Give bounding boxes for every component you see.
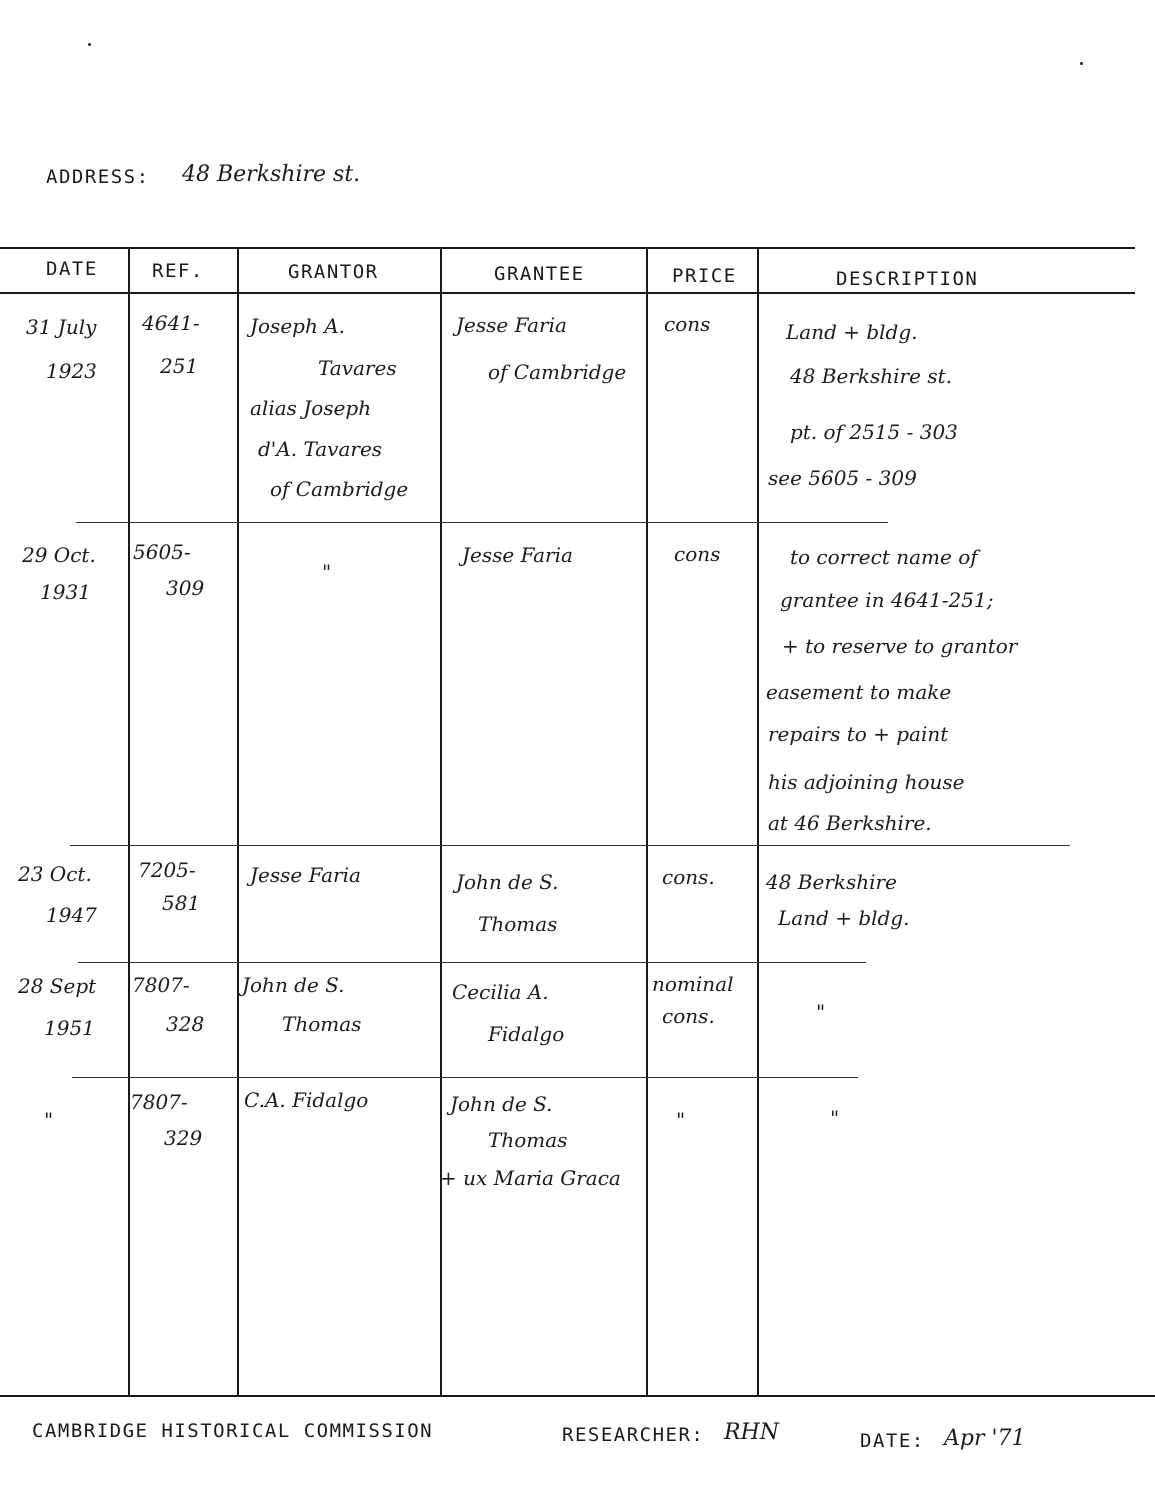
address-value: 48 Berkshire st. — [182, 162, 361, 187]
row-5-grantor: C.A. Fidalgo — [244, 1088, 369, 1112]
column-header-price: PRICE — [672, 265, 737, 287]
row-4-grantee-line-1: Cecilia A. — [452, 980, 549, 1004]
row-1-grantor-line-3: alias Joseph — [250, 396, 372, 420]
table-top-border — [0, 247, 1135, 249]
row-3-ref-line-2: 581 — [162, 891, 201, 915]
row-4-grantor-line-1: John de S. — [242, 973, 345, 997]
row-5-ref-line-1: 7807- — [130, 1090, 188, 1114]
row-1-ref-line-1: 4641- — [142, 311, 200, 335]
row-5-price-ditto: " — [676, 1108, 686, 1132]
table-header-border — [0, 292, 1135, 294]
table-bottom-border — [0, 1395, 1155, 1397]
row-5-date-ditto: " — [44, 1108, 54, 1132]
row-2-grantor-ditto: " — [322, 560, 332, 584]
column-header-grantee: GRANTEE — [494, 263, 585, 285]
row-2-desc-line-5: repairs to + paint — [768, 722, 949, 746]
row-4-desc-ditto: " — [816, 1000, 826, 1024]
row-2-desc-line-3: + to reserve to grantor — [782, 634, 1018, 658]
scan-speck — [1080, 62, 1083, 65]
row-2-price: cons — [674, 542, 721, 566]
column-header-grantor: GRANTOR — [288, 261, 379, 283]
row-4-date-line-2: 1951 — [44, 1016, 95, 1040]
row-1-desc-line-1: Land + bldg. — [786, 320, 918, 344]
sheet-date-label: DATE: — [860, 1430, 925, 1452]
row-3-date-line-1: 23 Oct. — [18, 862, 92, 886]
row-3-desc-line-1: 48 Berkshire — [766, 870, 897, 894]
row-separator — [78, 962, 866, 963]
row-1-grantor-line-5: of Cambridge — [270, 477, 409, 501]
row-5-desc-ditto: " — [830, 1106, 840, 1130]
row-4-price-line-1: nominal — [652, 972, 734, 996]
commission-name: CAMBRIDGE HISTORICAL COMMISSION — [32, 1420, 434, 1442]
scan-speck — [88, 43, 91, 46]
row-separator — [72, 1077, 858, 1078]
researcher-value: RHN — [724, 1420, 779, 1445]
row-2-desc-line-2: grantee in 4641-251; — [780, 588, 994, 612]
row-1-desc-line-3: pt. of 2515 - 303 — [790, 420, 958, 444]
row-1-grantee-line-2: of Cambridge — [488, 360, 627, 384]
row-4-grantee-line-2: Fidalgo — [488, 1022, 565, 1046]
row-2-date-line-1: 29 Oct. — [22, 543, 96, 567]
row-4-ref-line-2: 328 — [166, 1012, 205, 1036]
row-1-grantee-line-1: Jesse Faria — [456, 313, 567, 337]
row-1-grantor-line-2: Tavares — [318, 356, 397, 380]
row-separator — [70, 845, 1070, 846]
row-2-ref-line-2: 309 — [166, 576, 205, 600]
row-2-desc-line-7: at 46 Berkshire. — [768, 811, 932, 835]
column-header-ref: REF. — [152, 260, 204, 282]
row-5-grantee-line-3: + ux Maria Graca — [440, 1166, 621, 1190]
row-separator — [76, 522, 888, 523]
row-1-date-line-2: 1923 — [46, 359, 97, 383]
row-3-price: cons. — [662, 865, 715, 889]
researcher-label: RESEARCHER: — [562, 1424, 705, 1446]
address-label: ADDRESS: — [46, 166, 150, 188]
row-2-grantee: Jesse Faria — [462, 543, 573, 567]
row-1-ref-line-2: 251 — [160, 354, 199, 378]
col-sep-date-ref — [128, 247, 130, 1395]
sheet-date-value: Apr '71 — [944, 1426, 1026, 1451]
row-2-date-line-2: 1931 — [40, 580, 91, 604]
row-4-ref-line-1: 7807- — [132, 973, 190, 997]
col-sep-price-description — [757, 247, 759, 1395]
row-1-desc-line-4: see 5605 - 309 — [768, 466, 917, 490]
row-3-grantor: Jesse Faria — [250, 863, 361, 887]
row-1-grantor-line-1: Joseph A. — [250, 314, 345, 338]
row-3-ref-line-1: 7205- — [138, 858, 196, 882]
row-4-date-line-1: 28 Sept — [18, 974, 97, 998]
row-1-grantor-line-4: d'A. Tavares — [258, 437, 383, 461]
row-3-date-line-2: 1947 — [46, 903, 97, 927]
row-1-desc-line-2: 48 Berkshire st. — [790, 364, 952, 388]
row-3-grantee-line-2: Thomas — [478, 912, 558, 936]
row-5-grantee-line-1: John de S. — [450, 1092, 553, 1116]
row-2-ref-line-1: 5605- — [133, 540, 191, 564]
col-sep-grantor-grantee — [440, 247, 442, 1395]
column-header-description: DESCRIPTION — [836, 268, 979, 290]
row-3-desc-line-2: Land + bldg. — [778, 906, 910, 930]
row-2-desc-line-6: his adjoining house — [768, 770, 965, 794]
col-sep-ref-grantor — [237, 247, 239, 1395]
row-1-price: cons — [664, 312, 711, 336]
column-header-date: DATE — [46, 258, 98, 280]
row-5-ref-line-2: 329 — [164, 1126, 203, 1150]
row-2-desc-line-4: easement to make — [766, 680, 952, 704]
row-5-grantee-line-2: Thomas — [488, 1128, 568, 1152]
row-1-date-line-1: 31 July — [26, 315, 97, 339]
row-4-price-line-2: cons. — [662, 1004, 715, 1028]
row-3-grantee-line-1: John de S. — [456, 870, 559, 894]
col-sep-grantee-price — [646, 247, 648, 1395]
row-2-desc-line-1: to correct name of — [790, 545, 978, 569]
row-4-grantor-line-2: Thomas — [282, 1012, 362, 1036]
